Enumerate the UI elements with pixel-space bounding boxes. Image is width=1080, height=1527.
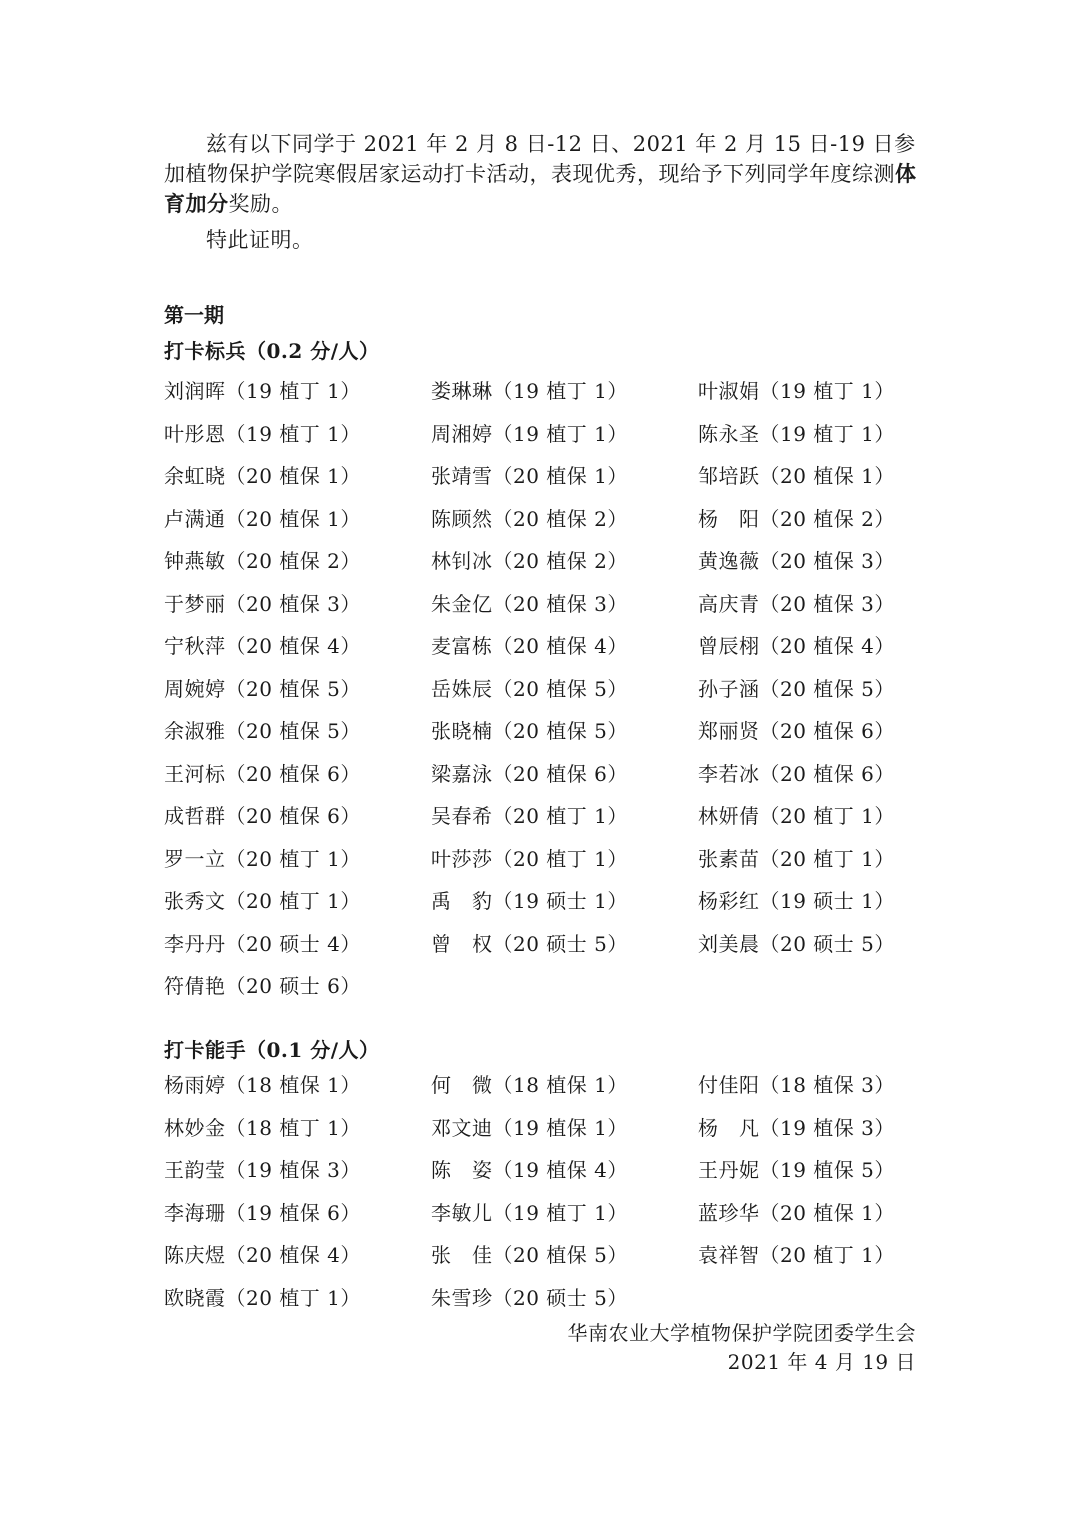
name-list-item: 杨 阳（20 植保 2） — [698, 506, 895, 531]
section-a-title: 打卡标兵（0.2 分/人） — [164, 339, 380, 363]
name-list-item: 张 佳（20 植保 5） — [431, 1243, 628, 1268]
name-list-item: 陈顾然（20 植保 2） — [431, 506, 628, 531]
name-list-item: 钟燕敏（20 植保 2） — [164, 549, 361, 573]
name-list-item: 袁祥智（20 植丁 1） — [698, 1243, 895, 1268]
section-b-title: 打卡能手（0.1 分/人） — [164, 1038, 380, 1062]
name-list-item: 余淑雅（20 植保 5） — [164, 719, 361, 743]
name-list-item: 梁嘉泳（20 植保 6） — [431, 761, 628, 786]
intro-paragraph — [164, 130, 924, 219]
name-list-item: 李若冰（20 植保 6） — [698, 761, 895, 786]
intro-text-emphasis: 体育加分 — [164, 161, 917, 216]
name-list-item: 李敏儿（19 植丁 1） — [431, 1200, 628, 1225]
name-list-item: 蓝珍华（20 植保 1） — [698, 1200, 895, 1225]
name-list-item: 岳姝辰（20 植保 5） — [431, 676, 628, 701]
name-list-item: 朱雪珍（20 硕士 5） — [431, 1285, 628, 1310]
name-list-item: 杨 凡（19 植保 3） — [698, 1115, 895, 1140]
name-list-item: 王河标（20 植保 6） — [164, 761, 361, 786]
intro-text-part2: 奖励。 — [228, 192, 293, 216]
name-list-item: 王丹妮（19 植保 5） — [698, 1158, 895, 1183]
name-list-item: 陈 姿（19 植保 4） — [431, 1158, 628, 1183]
name-list-item: 欧晓霞（20 植丁 1） — [164, 1285, 361, 1310]
name-list-item: 李海珊（19 植保 6） — [164, 1200, 361, 1225]
name-list-item: 陈永圣（19 植丁 1） — [698, 421, 895, 446]
name-list-item: 郑丽贤（20 植保 6） — [698, 719, 895, 743]
intro-text-part1: 兹有以下同学于 2021 年 2 月 8 日-12 日、2021 年 2 月 15 日-19 日参加植物保护学院寒假居家运动打卡活动，表现优秀，现给予下列同学年度综测 — [164, 132, 916, 186]
intro-block — [164, 130, 924, 255]
name-list-item: 何 微（18 植保 1） — [431, 1073, 628, 1097]
name-list-item: 罗一立（20 植丁 1） — [164, 846, 361, 871]
name-list-item: 刘美晨（20 硕士 5） — [698, 931, 895, 956]
name-list-item: 余虹晓（20 植保 1） — [164, 464, 361, 488]
name-list-item: 宁秋萍（20 植保 4） — [164, 634, 361, 658]
signature-org: 华南农业大学植物保护学院团委学生会 — [567, 1321, 916, 1345]
name-list-item: 林妍倩（20 植丁 1） — [698, 804, 895, 828]
name-list-item: 高庆青（20 植保 3） — [698, 591, 895, 616]
name-list-item: 孙子涵（20 植保 5） — [698, 676, 895, 701]
name-list-item: 刘润晖（19 植丁 1） — [164, 379, 361, 403]
name-list-item: 麦富栋（20 植保 4） — [431, 634, 628, 658]
name-list-item: 杨雨婷（18 植保 1） — [164, 1073, 361, 1097]
signature-date: 2021 年 4 月 19 日 — [727, 1350, 916, 1374]
name-list-item: 卢满通（20 植保 1） — [164, 506, 361, 531]
intro-closing: 特此证明。 — [206, 228, 314, 252]
name-list-item: 付佳阳（18 植保 3） — [698, 1073, 895, 1097]
name-list-item: 曾 权（20 硕士 5） — [431, 931, 628, 956]
name-list-item: 曾辰栩（20 植保 4） — [698, 634, 895, 658]
name-list-item: 邹培跃（20 植保 1） — [698, 464, 895, 488]
name-list-item: 叶淑娟（19 植丁 1） — [698, 379, 895, 403]
name-list-item: 王韵莹（19 植保 3） — [164, 1158, 361, 1183]
name-list-item: 符倩艳（20 硕士 6） — [164, 974, 361, 998]
period-title: 第一期 — [164, 303, 224, 327]
name-list-item: 张晓楠（20 植保 5） — [431, 719, 628, 743]
name-list-item: 邓文迪（19 植保 1） — [431, 1115, 628, 1140]
name-list-item: 娄琳琳（19 植丁 1） — [431, 379, 628, 403]
name-list-item: 林妙金（18 植丁 1） — [164, 1115, 361, 1140]
name-list-item: 吴春希（20 植丁 1） — [431, 804, 628, 828]
name-list-item: 于梦丽（20 植保 3） — [164, 591, 361, 616]
name-list-item: 林钊冰（20 植保 2） — [431, 549, 628, 573]
name-list-item: 朱金亿（20 植保 3） — [431, 591, 628, 616]
name-list-item: 张靖雪（20 植保 1） — [431, 464, 628, 488]
name-list-item: 张秀文（20 植丁 1） — [164, 889, 361, 913]
name-list-item: 黄逸薇（20 植保 3） — [698, 549, 895, 573]
signature-block — [568, 1319, 917, 1377]
name-list-item: 禹 豹（19 硕士 1） — [431, 889, 628, 913]
name-list-item: 叶莎莎（20 植丁 1） — [431, 846, 628, 871]
name-list-item: 叶彤恩（19 植丁 1） — [164, 421, 361, 446]
name-list-item: 李丹丹（20 硕士 4） — [164, 931, 361, 956]
name-list-item: 周湘婷（19 植丁 1） — [431, 421, 628, 446]
section-b-list — [164, 1071, 924, 1327]
name-list-item: 周婉婷（20 植保 5） — [164, 676, 361, 701]
name-list-item: 杨彩红（19 硕士 1） — [698, 889, 895, 913]
name-list-item: 张素苗（20 植丁 1） — [698, 846, 895, 871]
name-list-item: 成哲群（20 植保 6） — [164, 804, 361, 828]
name-list-item: 陈庆煜（20 植保 4） — [164, 1243, 361, 1268]
section-a-list — [164, 377, 924, 1015]
